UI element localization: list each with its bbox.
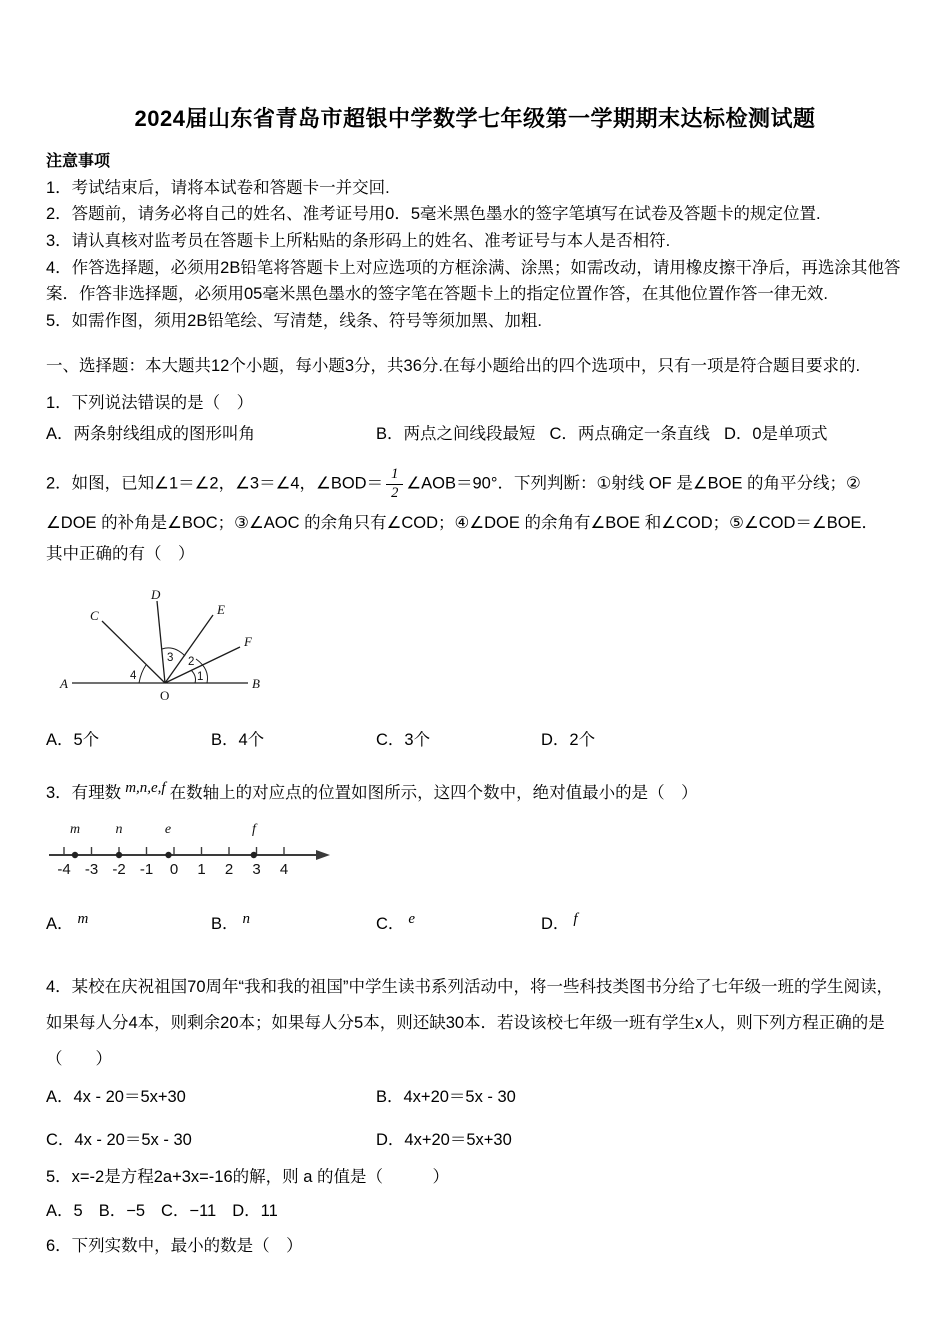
option-variable: e	[408, 911, 416, 928]
question-3-stem	[46, 778, 904, 809]
option-variable: n	[242, 911, 251, 928]
question-2-stem-line1	[46, 460, 904, 508]
figure1-label-C: C	[90, 607, 99, 623]
question-4-options	[46, 1082, 904, 1157]
question-4	[46, 969, 904, 1157]
point-f-dot	[251, 852, 257, 858]
notice-item-3: 3．请认真核对监考员在答题卡上所粘贴的条形码上的姓名、准考证号与本人是否相符.	[46, 232, 671, 251]
fraction-numerator: 1	[386, 466, 403, 484]
tick-label-1: 1	[197, 861, 206, 879]
question-1	[46, 388, 904, 451]
fraction-one-half	[386, 466, 403, 502]
question-5	[46, 1162, 904, 1227]
option-letter: C．	[376, 915, 405, 934]
notice-item-5: 5．如需作图，须用2B铅笔绘、写清楚，线条、符号等须加黑、加粗.	[46, 312, 542, 331]
question-1-options	[46, 419, 904, 450]
notice-heading: 注意事项	[46, 153, 111, 170]
question-4-option-c: C．4x - 20＝5x - 30	[46, 1131, 192, 1150]
question-2-option-c: C．3个	[376, 730, 431, 749]
question-1-option-a: A．两条射线组成的图形叫角	[46, 424, 256, 443]
ray-OD	[157, 601, 165, 683]
figure1-angle-3: 3	[167, 651, 174, 664]
point-n-dot	[116, 852, 122, 858]
tick-label--4: -4	[57, 861, 71, 879]
question-5-option-c: C．−11	[161, 1201, 217, 1220]
question-2-stem-after-fraction: ∠AOB＝90°．下列判断：①射线 OF 是∠BOE 的角平分线；②	[406, 474, 861, 493]
tick-label-4: 4	[279, 861, 289, 879]
question-6-stem: 6．下列实数中，最小的数是（ ）	[46, 1237, 303, 1256]
point-n-label: n	[115, 822, 123, 838]
number-line-figure	[46, 819, 346, 879]
question-2-option-d: D．2个	[541, 730, 596, 749]
tick-label--3: -3	[84, 861, 99, 879]
question-3	[46, 778, 904, 941]
question-1-stem: 1．下列说法错误的是（ ）	[46, 393, 254, 412]
figure1-label-A: A	[60, 675, 68, 691]
question-5-options	[46, 1196, 904, 1227]
question-3-option-c	[376, 909, 541, 940]
tick-label--1: -1	[139, 861, 154, 879]
tick-label-0: 0	[169, 861, 179, 879]
section1-heading: 一、选择题：本大题共12个小题，每小题3分，共36分.在每小题给出的四个选项中，只有一项是符合题目要求的.	[46, 356, 861, 375]
question-5-option-a: A．5	[46, 1201, 83, 1220]
option-letter: D．	[541, 915, 570, 934]
question-4-option-b: B．4x+20＝5x - 30	[376, 1087, 516, 1106]
question-3-option-a	[46, 909, 211, 940]
option-variable: f	[573, 911, 578, 928]
question-2-option-a: A．5个	[46, 730, 100, 749]
figure1-angle-1: 1	[197, 670, 204, 683]
question-4-option-a: A．4x - 20＝5x+30	[46, 1087, 186, 1106]
option-variable: m	[77, 911, 89, 928]
tick-label-3: 3	[252, 861, 261, 879]
question-5-option-d: D．11	[232, 1201, 278, 1220]
notice-item-2: 2．答题前，请务必将自己的姓名、准考证号用0．5毫米黑色墨水的签字笔填写在试卷及答题卡的规定位置.	[46, 205, 821, 224]
notice-item-4: 4．作答选择题，必须用2B铅笔将答题卡上对应选项的方框涂满、涂黑；如需改动，请用橡皮擦干净后，再选涂其他答案．作答非选择题，必须用05毫米黑色墨水的签字笔在答题卡上的指定位置作答，在其他位置作答一律无效.	[46, 258, 901, 304]
question-5-option-b: B．−5	[98, 1201, 146, 1220]
figure1-angle-2: 2	[188, 655, 195, 668]
figure1-label-O: O	[160, 687, 170, 703]
angle-arc-right-small	[191, 670, 196, 683]
question-3-variables: m,n,e,f	[125, 780, 166, 797]
figure1-angle-4: 4	[130, 669, 137, 682]
page-title: 2024届山东省青岛市超银中学数学七年级第一学期期末达标检测试题	[134, 106, 816, 131]
point-f-label: f	[252, 822, 256, 838]
option-letter: A．	[46, 915, 74, 934]
point-e-dot	[165, 852, 171, 858]
question-4-option-d: D．4x+20＝5x+30	[376, 1131, 512, 1150]
fraction-denominator: 2	[391, 484, 399, 501]
figure1-label-F: F	[244, 633, 252, 649]
point-e-label: e	[164, 822, 172, 838]
question-1-option-d: D．0是单项式	[723, 424, 828, 443]
question-6	[46, 1231, 904, 1262]
question-2-options	[46, 725, 904, 756]
ray-OE	[165, 615, 213, 683]
tick-label-2: 2	[224, 861, 234, 879]
question-2-stem-line2: ∠DOE 的补角是∠BOC；③∠AOC 的余角只有∠COD；④∠DOE 的余角有∠BOE 和∠COD；⑤∠COD＝∠BOE．	[46, 514, 879, 533]
option-letter: B．	[211, 915, 239, 934]
notice-item-1: 1．考试结束后，请将本试卷和答题卡一并交回.	[46, 178, 390, 197]
angle-arc-top	[162, 648, 185, 656]
tick-label--2: -2	[112, 861, 126, 879]
question-3-option-d	[541, 909, 706, 940]
point-m-label: m	[69, 822, 81, 838]
question-2-option-b: B．4个	[211, 730, 265, 749]
point-m-dot	[72, 852, 78, 858]
question-4-stem: 4．某校在庆祝祖国70周年“我和我的祖国”中学生读书系列活动中，将一些科技类图书分给了七年级一班的学生阅读，如果每人分4本，则剩余20本；如果每人分5本，则还缺30本．若设该校七年级一班有学生x人，则下列方程正确的是（ ）	[46, 977, 894, 1069]
question-3-stem-before: 3．有理数	[46, 784, 122, 803]
question-3-stem-after: 在数轴上的对应点的位置如图所示，这四个数中，绝对值最小的是（ ）	[169, 784, 698, 803]
figure1-label-D: D	[151, 586, 161, 602]
question-3-option-b	[211, 909, 376, 940]
question-3-options	[46, 909, 904, 940]
figure1-label-B: B	[252, 675, 260, 691]
angle-arc-left	[139, 665, 146, 683]
angle-diagram-figure	[58, 587, 293, 709]
question-1-option-c: C．两点确定一条直线	[549, 424, 710, 443]
question-2	[46, 460, 904, 756]
question-2-stem-line3: 其中正确的有（ ）	[46, 545, 195, 564]
notice-section	[46, 149, 904, 335]
figure1-label-E: E	[217, 601, 225, 617]
question-5-stem: 5．x=-2是方程2a+3x=-16的解，则 a 的值是（ ）	[46, 1168, 449, 1187]
question-1-option-b: B．两点之间线段最短	[376, 424, 536, 443]
number-line-arrowhead	[316, 850, 330, 860]
question-2-stem-before-fraction: 2．如图，已知∠1＝∠2，∠3＝∠4，∠BOD＝	[46, 474, 384, 493]
